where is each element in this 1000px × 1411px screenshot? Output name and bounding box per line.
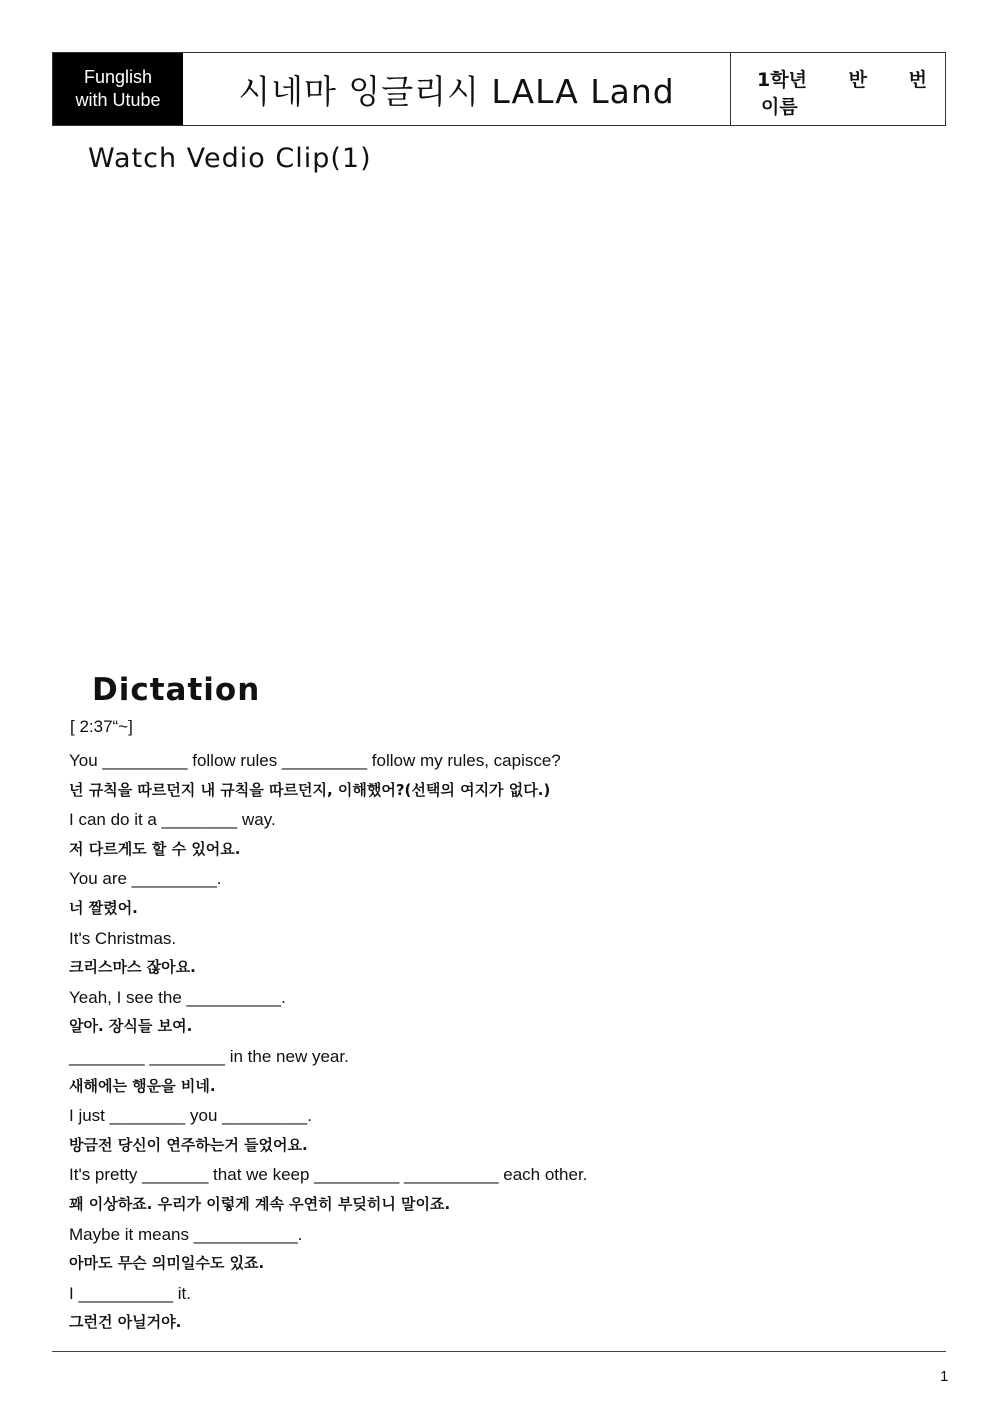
translation-line-ko: 알아. 장식들 보여. [69, 1017, 193, 1036]
clip-section-title: Watch Vedio Clip(1) [88, 143, 372, 174]
grade-class-number-row [757, 65, 927, 92]
grade-label: 1학년 [757, 69, 807, 91]
dictation-line-en: I can do it a ________ way. [69, 810, 276, 830]
dictation-line-en: Yeah, I see the __________. [69, 987, 286, 1007]
class-label: 반 [848, 69, 867, 91]
timestamp: [ 2:37“~] [70, 717, 133, 736]
number-label: 번 [908, 69, 927, 91]
dictation-line-en: ________ ________ in the new year. [69, 1046, 349, 1066]
translation-line-ko: 크리스마스 잖아요. [69, 958, 196, 977]
translation-line-ko: 새해에는 행운을 비네. [69, 1076, 216, 1095]
dictation-line-en: I __________ it. [69, 1283, 191, 1303]
translation-line-ko: 저 다르게도 할 수 있어요. [69, 839, 241, 858]
brand-line-2: with Utube [75, 90, 161, 110]
dictation-line-en: It's pretty _______ that we keep _________ __________ each other. [69, 1165, 588, 1185]
translation-line-ko: 꽤 이상하죠. 우리가 이렇게 계속 우연히 부딪히니 말이죠. [69, 1194, 451, 1213]
dictation-lines [69, 746, 587, 1338]
translation-line-ko: 그런건 아닐거야. [69, 1313, 182, 1332]
footer-divider [52, 1351, 946, 1352]
dictation-line-en: Maybe it means ___________. [69, 1224, 303, 1244]
worksheet-title: 시네마 잉글리시 LALA Land [183, 53, 731, 125]
brand-line-1: Funglish [83, 67, 153, 87]
dictation-line-en: You are _________. [69, 869, 222, 889]
translation-line-ko: 방금전 당신이 연주하는거 들었어요. [69, 1135, 308, 1154]
name-label: 이름 [761, 96, 798, 118]
dictation-section-title: Dictation [92, 672, 261, 708]
dictation-line-en: It's Christmas. [69, 928, 177, 948]
translation-line-ko: 너 짤렸어. [69, 898, 138, 917]
translation-line-ko: 아마도 무슨 의미일수도 있죠. [69, 1254, 265, 1273]
dictation-line-en: You _________ follow rules _________ follow my rules, capisce? [69, 751, 561, 770]
translation-line-ko: 넌 규칙을 따르던지 내 규칙을 따르던지, 이해했어?(선택의 여지가 없다.) [69, 780, 551, 799]
student-info [731, 53, 945, 125]
brand-block [53, 53, 183, 125]
worksheet-header [52, 52, 946, 126]
page-number: 1 [940, 1368, 949, 1385]
dictation-line-en: I just ________ you _________. [69, 1106, 312, 1126]
